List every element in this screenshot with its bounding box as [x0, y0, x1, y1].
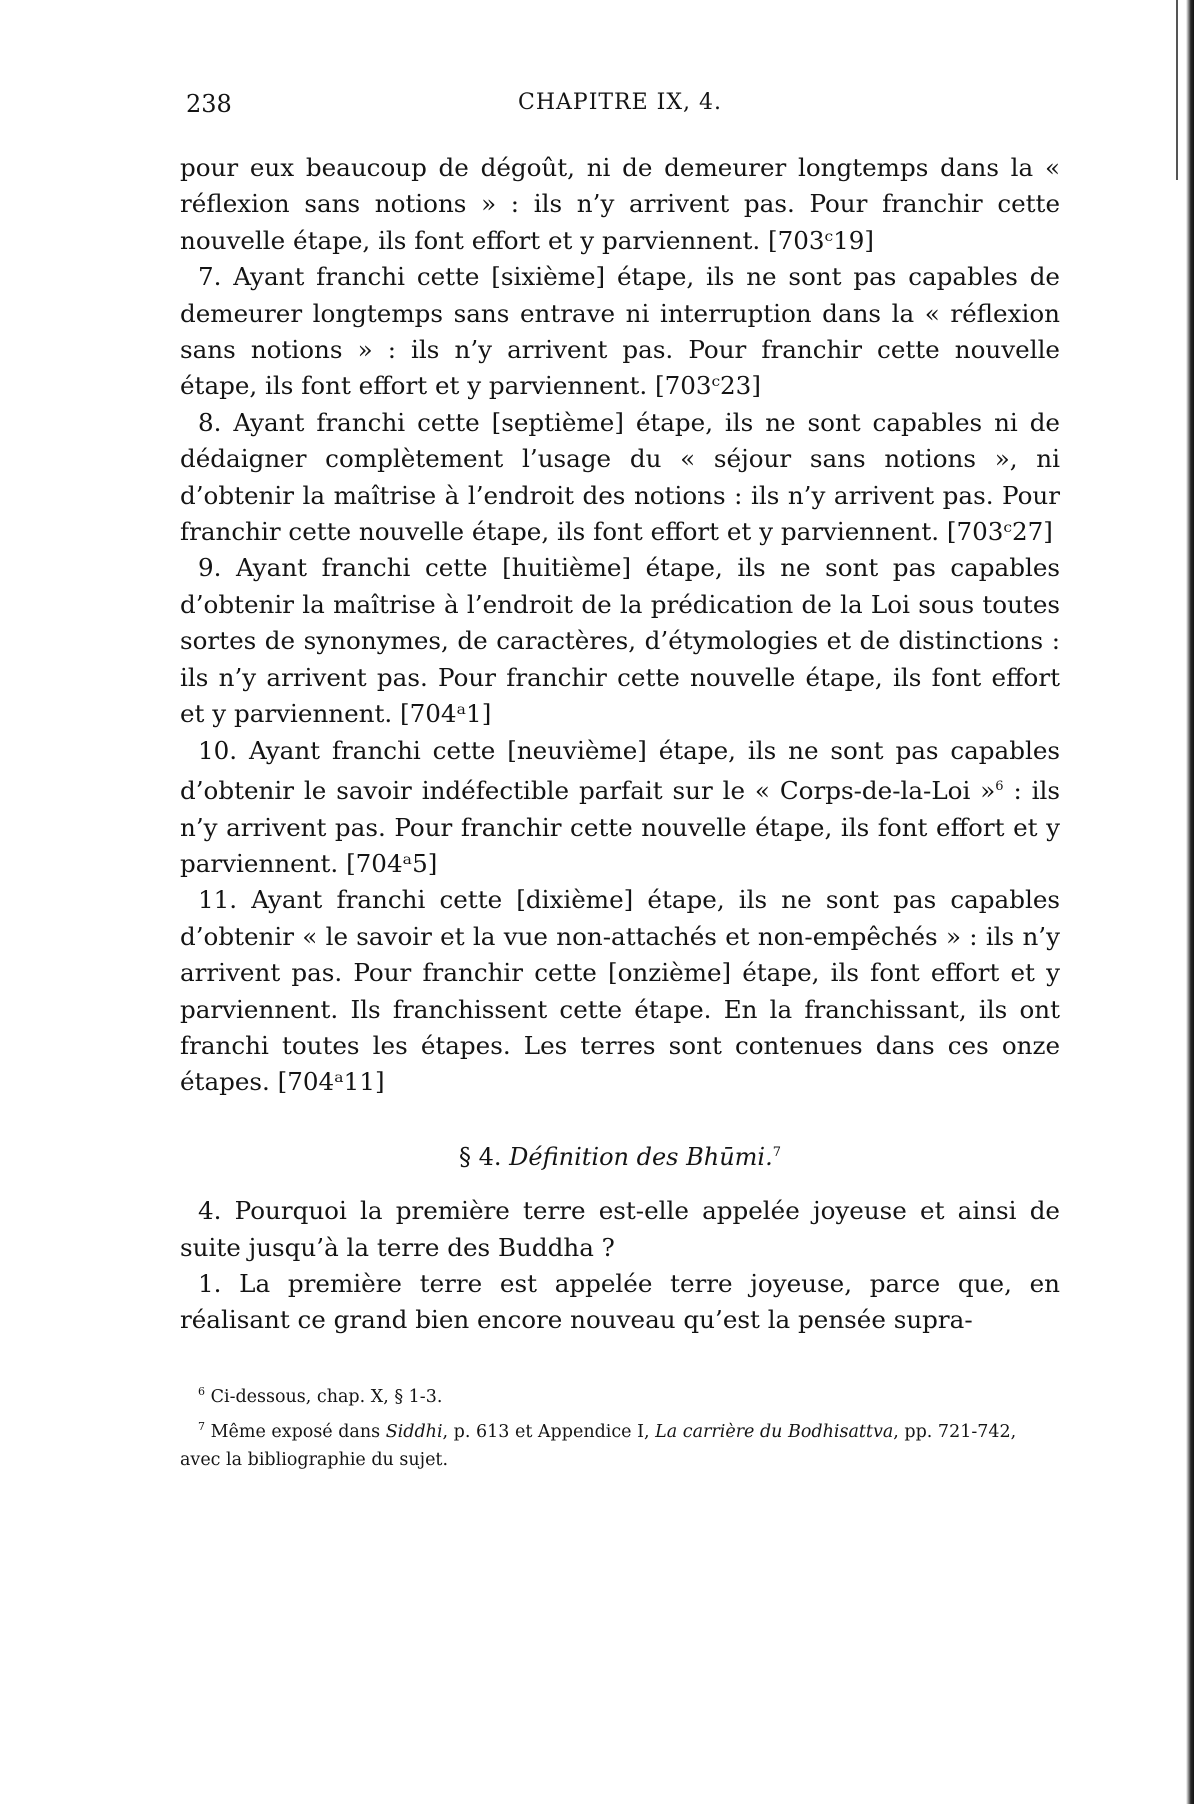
running-head: CHAPITRE IX, 4. — [517, 90, 723, 115]
page-number: 238 — [186, 90, 232, 118]
footnote-7 — [180, 1412, 1060, 1476]
section-heading — [180, 1135, 1060, 1175]
main-text — [180, 150, 1060, 1339]
paragraph-continuation: pour eux beaucoup de dégoût, ni de demeurer longtemps dans la « réflexion sans notions » : ils n’y arrivent pas. Pour franchir cette nouvelle étape, ils font effort et y parviennent. [703ᶜ19] — [180, 153, 1060, 255]
footnotes — [180, 1377, 1060, 1476]
footnote-text-middle: , p. 613 et Appendice I, — [442, 1421, 656, 1442]
section-question: 4. Pourquoi la première terre est-elle appelée joyeuse et ainsi de suite jusqu’à la terre des Buddha ? — [180, 1196, 1060, 1262]
paragraph-8: 8. Ayant franchi cette [septième] étape, ils ne sont capables ni de dédaigner complètement l’usage du « séjour sans notions », ni d’obtenir la maîtrise à l’endroit des notions : ils n’y arrivent pas. Pour franchir cette nouvelle étape, ils font effort et y parviennent. [703ᶜ27] — [180, 407, 1060, 547]
footnote-title-siddhi: Siddhi — [385, 1421, 443, 1442]
paragraph-10-part-2: : ils n’y arrivent pas. Pour franchir cette nouvelle étape, ils font effort et y parviennent. [704ᵃ5] — [180, 776, 1060, 878]
footnote-ref-7: 7 — [772, 1144, 782, 1160]
footnote-mark: 6 — [198, 1384, 205, 1398]
section-answer-1: 1. La première terre est appelée terre joyeuse, parce que, en réalisant ce grand bien encore nouveau qu’est la pensée supra- — [180, 1268, 1060, 1335]
paragraph-11: 11. Ayant franchi cette [dixième] étape, ils ne sont pas capables d’obtenir « le savoir et la vue non-attachés et non-empêchés » : ils n’y arrivent pas. Pour franchir cette [onzième] étape, ils font effort et y parviennent. Ils franchissent cette étape. En la franchissant, ils ont franchi toutes les étapes. Les terres sont contenues dans ces onze étapes. [704ᵃ11] — [180, 885, 1060, 1097]
book-page — [180, 90, 1060, 1475]
footnote-text-after: , pp. 721-742, avec la bibliographie du sujet. — [180, 1421, 1017, 1471]
paragraph-10-part-1: 10. Ayant franchi cette [neuvième] étape, ils ne sont pas capables d’obtenir le savoir indéfectible parfait sur le « Corps-de-la-Loi » — [180, 735, 1060, 806]
section-prefix: § 4. — [458, 1142, 502, 1171]
scan-edge — [1186, 0, 1194, 1804]
scan-edge-line — [1176, 0, 1178, 180]
section-title-text: Définition des Bhūmi. — [509, 1142, 773, 1171]
footnote-6 — [180, 1377, 1060, 1412]
footnote-text-before: Même exposé dans — [210, 1421, 386, 1442]
paragraph-10 — [180, 733, 1060, 883]
footnote-text: Ci-dessous, chap. X, § 1-3. — [210, 1386, 443, 1407]
footnote-title-carriere: La carrière du Bodhisattva — [655, 1421, 894, 1442]
page-header — [180, 90, 1060, 130]
paragraph-7: 7. Ayant franchi cette [sixième] étape, ils ne sont pas capables de demeurer longtemps sans entrave ni interruption dans la « réflexion sans notions » : ils n’y arrivent pas. Pour franchir cette nouvelle étape, ils font effort et y parviennent. [703ᶜ23] — [180, 262, 1060, 401]
footnote-ref-6: 6 — [995, 778, 1004, 794]
paragraph-9: 9. Ayant franchi cette [huitième] étape, ils ne sont pas capables d’obtenir la maîtrise à l’endroit de la prédication de la Loi sous toutes sortes de synonymes, de caractères, d’étymologies et de distinctions : ils n’y arrivent pas. Pour franchir cette nouvelle étape, ils font effort et y parviennent. [704ᵃ1] — [180, 553, 1060, 729]
footnote-mark: 7 — [198, 1419, 205, 1433]
